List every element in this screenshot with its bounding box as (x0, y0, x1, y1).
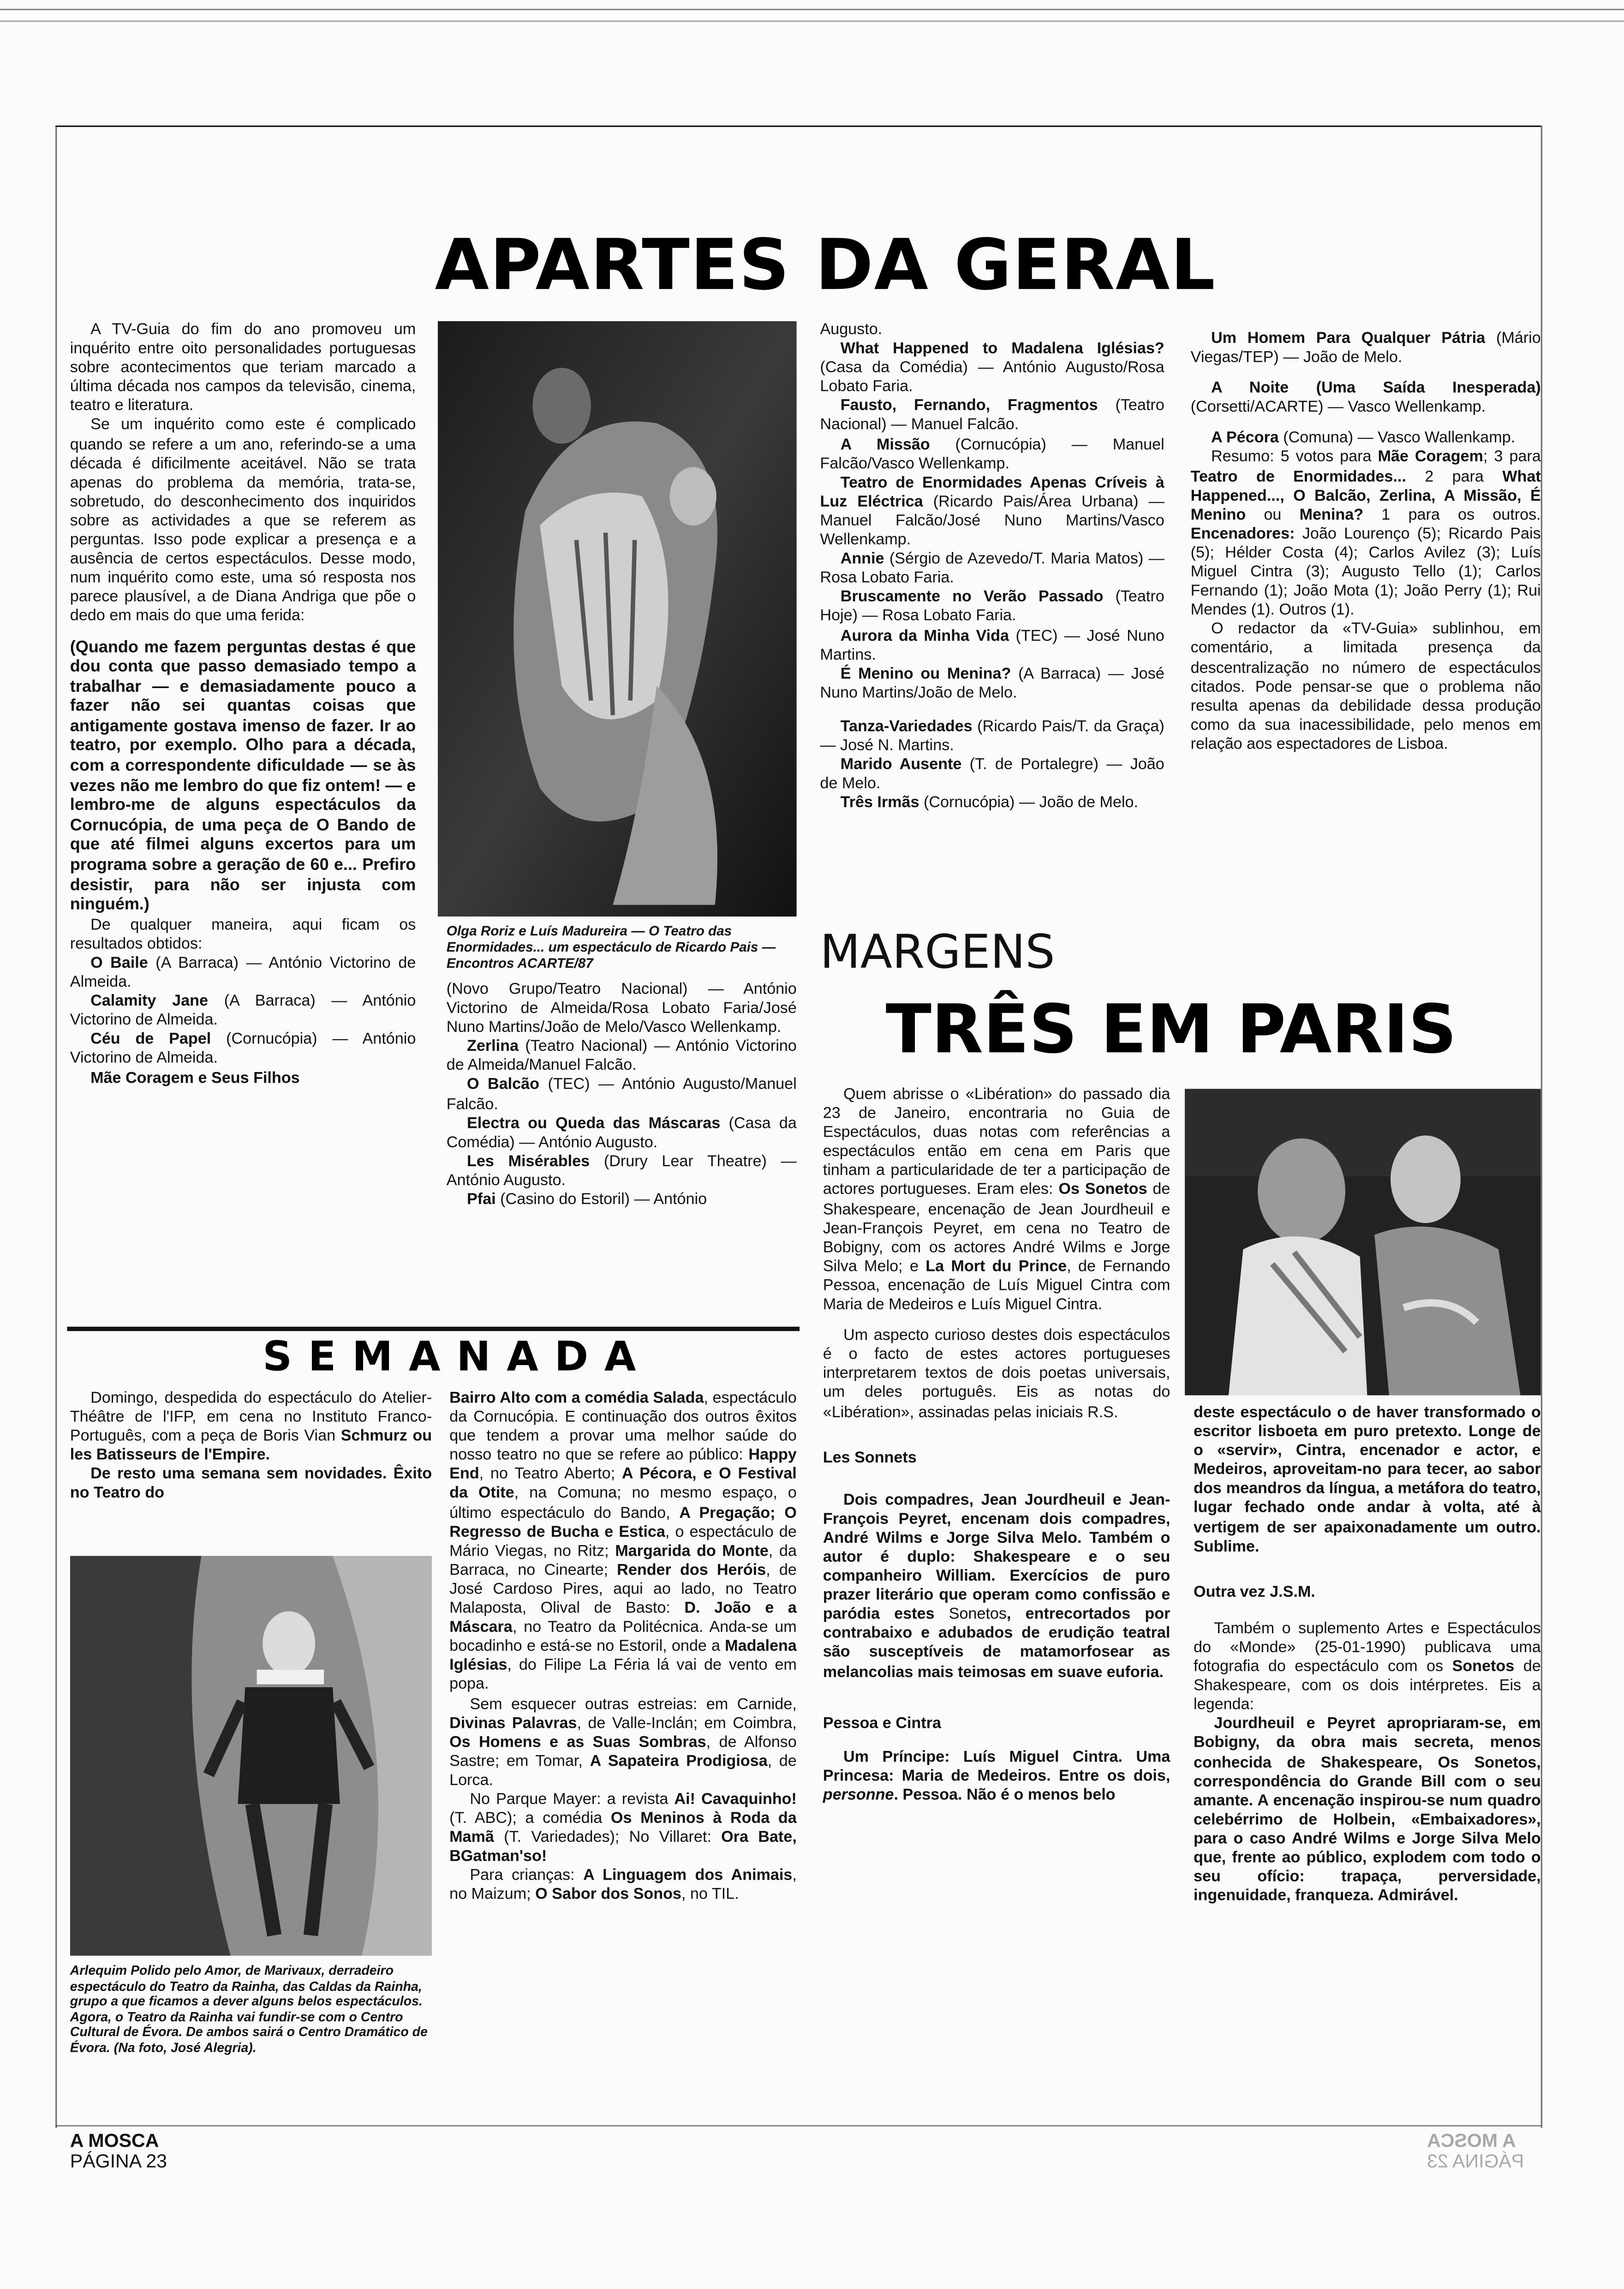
text: Também o suplemento Artes e Espectáculos do «Monde» (25-01-1990) publicava uma fotografia do espectáculo com os (1194, 1619, 1541, 1676)
text: , o espectáculo de Mário Viegas, no Ritz; (449, 1523, 797, 1560)
text: Sonetos (934, 1606, 1007, 1624)
text: , espectáculo da Cornucópia. E continuação dos outros êxitos que tendem a provar uma melhor saúde do nosso teatro no que se refere ao público: (449, 1389, 797, 1464)
margens-p6 (1194, 1620, 1541, 1715)
resumo-bold: What Happened..., O Balcão, Zerlina, A Missão, É Menino (1190, 467, 1541, 524)
col2-item-1 (447, 1038, 797, 1076)
resumo-text: Resumo: 5 votos para (1211, 449, 1378, 467)
item-title: Três Irmãs (840, 794, 919, 812)
resumo-bold: Encenadores: (1190, 525, 1295, 543)
margens-intro (823, 1086, 1170, 1315)
bold: Ai! Cavaquinho! (674, 1791, 797, 1809)
item-text: (Mário Viegas/TEP) — João de Melo. (1190, 330, 1541, 367)
text: , na Comuna; no mesmo espaço, o último espectáculo do Bando, (449, 1485, 797, 1522)
bold: Margarida do Monte (615, 1542, 769, 1560)
semanada-p1 (70, 1390, 432, 1466)
bold: A Sapateira Prodigiosa (590, 1752, 768, 1770)
item-title: É Menino ou Menina? (840, 665, 1011, 683)
text: , no Teatro Aberto; (479, 1466, 622, 1484)
theatre-photo-3 (70, 1556, 432, 1956)
bold: Schmurz ou les Batisseurs de l'Empire. (70, 1427, 432, 1464)
item-title: Annie (840, 550, 884, 568)
results-column-4 (1191, 330, 1541, 755)
text: , de José Cardoso Pires, aqui ao lado, no Teatro Malaposta, Olival de Basto: (449, 1561, 797, 1618)
item-title: What Happened to Madalena Iglésias? (840, 340, 1164, 358)
top-rule (0, 9, 1624, 10)
col2-item-3 (447, 1115, 797, 1153)
text: , no Maizum; (449, 1867, 797, 1904)
result-text: (A Barraca) — António Victorino de Almeida. (70, 954, 416, 991)
col2-item-5 (447, 1191, 797, 1210)
item-title: Zerlina (467, 1038, 519, 1056)
col2-item-2 (447, 1076, 797, 1115)
margens-p7: Jourdheuil e Peyret apropriaram-se, em Bobigny, da obra mais secreta, menos conhecida de Shakespeare, Os Sonetos, correspondência do Grande Bill com o seu amante. A encenação inspirou-se num quadro celebérrimo de Holbein, «Embaixadores», para o caso André Wilms e Jorge Silva Melo que, frente ao público, explodem com todo o seu ofício: trapaça, perversidade, ingenuidade, franqueza. Admirável. (1194, 1715, 1541, 1905)
bold: A Pregação; O Regresso de Bucha e Estica (449, 1504, 797, 1541)
col3-item (820, 551, 1164, 589)
frame-left (55, 126, 57, 2128)
resumo-bold: Teatro de Enormidades... (1190, 467, 1406, 485)
frame-top (55, 126, 1541, 127)
italic: personne (823, 1786, 894, 1804)
text: (T. Variedades); No Villaret: (494, 1829, 722, 1847)
item-title: A Missão (840, 436, 930, 454)
item-text: (Casa da Comédia) — António Augusto. (446, 1115, 797, 1151)
intro-quote: (Quando me fazem perguntas destas é que dou conta que passo demasiado tempo a trabalhar — e demasiadamente pouco a fazer não sei quantas coisas que antigamente gostava imenso de fazer. Ir ao teatro, por exemplo. Olho para a década, com a correspondente dificuldade — se às vezes não me lembro do que fiz ontem! — e lembro-me de alguns espectáculos da Cornucópia, de uma peça de O Bando de que até filmei alguns excertos para um programa sobre a geração de 60 e... Prefiro desistir, para não ser injusta com ninguém.) (70, 638, 416, 914)
margens-p5: deste espectáculo o de haver transformado o escritor lisboeta em puro pretexto. Longe de o «servir», Cintra, encenador e actor, e Medeiros, aproveitam-no para tecer, ao sabor dos meandros da língua, a metáfora do teatro, lugar fechado onde andar à volta, até à vertigem de ser apaixonadamente um outro. Sublime. (1194, 1404, 1541, 1556)
text: , da Barraca, no Cinearte; (449, 1542, 797, 1579)
bold: , entrecortados por contrabaixo e adubados de erudição teatral são susceptíveis de matamorfosear as melancolias mais teimosas em suave euforia. (823, 1606, 1170, 1681)
text: de Shakespeare, encenação de Jean Jourdheuil e Jean-François Peyret, em cena no Teatro de Bobigny, com os actores André Wilms e Jorge Silva Melo; e (823, 1181, 1170, 1276)
item-title: Electra ou Queda das Máscaras (467, 1115, 721, 1133)
result-3 (70, 1031, 416, 1069)
photo-1-caption: Olga Roriz e Luís Madureira — O Teatro das Enormidades... um espectáculo de Ricardo Pais — Encontros ACARTE/87 (446, 922, 776, 971)
text: (T. ABC); a comédia (449, 1810, 611, 1828)
footer-publication: A MOSCA (70, 2129, 159, 2151)
col4-item (1191, 330, 1541, 368)
text: Domingo, despedida do espectáculo do Atelier-Théâtre de l'IFP, em cena no Instituto Franco-Português, com a peça de Boris Vian (70, 1389, 432, 1445)
semanada-column-2 (449, 1390, 797, 1906)
margens-p2: Um aspecto curioso destes dois espectáculos é o facto de estes actores portugueses interpretarem textos de dois poetas universais, um deles português. Eis as notas do «Libération», assinadas pelas iniciais R.S. (823, 1327, 1170, 1421)
resumo-text: ; 3 para (1483, 449, 1541, 467)
resumo-text: 1 para os outros. (1363, 506, 1541, 524)
col3-item (820, 756, 1164, 794)
article-title: TRÊS EM PARIS (885, 989, 1457, 1069)
item-text: (Teatro Nacional) — António Victorino de Almeida/Manuel Falcão. (446, 1038, 797, 1075)
semanada-c2-p2 (449, 1695, 797, 1791)
result-title: Céu de Papel (90, 1031, 211, 1049)
bold: Madalena Iglésias (449, 1638, 797, 1675)
semanada-c2-p1 (449, 1390, 797, 1696)
semanada-p2: De resto uma semana sem novidades. Êxito no Teatro do (70, 1466, 432, 1503)
resumo-text: 2 para (1406, 467, 1503, 485)
item-title: Marido Ausente (840, 756, 962, 774)
bold: Happy End (449, 1447, 797, 1484)
section-kicker: MARGENS (820, 923, 1055, 980)
text: , de Lorca. (449, 1752, 797, 1789)
col4-closing: O redactor da «TV-Guia» sublinhou, em comentário, a limitada presença da descentralização no número de espectáculos citados. Pode pensar-se que o problema não resulta apenas da debilidade dessa produção como da sua inacessibilidade, pelo menos em relação aos espectadores de Lisboa. (1190, 621, 1541, 753)
footer-rule (55, 2125, 1541, 2127)
resumo (1191, 449, 1541, 621)
col3-item (820, 474, 1164, 551)
theatre-photo-2 (1185, 1089, 1541, 1395)
bold: Render dos Heróis (617, 1561, 766, 1579)
col2-item-4 (447, 1153, 797, 1191)
result-text: (A Barraca) — António Victorino de Almeida. (70, 993, 416, 1030)
resumo-bold: Mãe Coragem (1378, 449, 1483, 467)
bold: La Mort du Prince (925, 1258, 1067, 1276)
item-text: (Cornucópia) — Manuel Falcão/Vasco Wellenkamp. (820, 436, 1164, 473)
margens-column-1 (823, 1086, 1170, 1805)
col4-item (1191, 430, 1541, 449)
top-rule-2 (0, 20, 1624, 22)
subheading-outra-vez: Outra vez J.S.M. (1194, 1583, 1315, 1601)
item-text: (TEC) — José Nuno Martins. (820, 627, 1164, 664)
item-text: (Casino do Estoril) — António (496, 1191, 707, 1209)
text: , de Alfonso Sastre; em Tomar, (449, 1733, 797, 1770)
result-1 (70, 954, 416, 993)
text: No Parque Mayer: a revista (470, 1791, 675, 1809)
result-4 (70, 1069, 416, 1088)
item-title: Bruscamente no Verão Passado (840, 588, 1104, 606)
footer-bleed-publication: A MOSCA (1427, 2129, 1516, 2151)
item-text: (TEC) — António Augusto/Manuel Falcão. (446, 1076, 797, 1113)
result-2 (70, 993, 416, 1031)
col3-item (820, 436, 1164, 474)
item-text: (Drury Lear Theatre) — António Augusto. (446, 1152, 797, 1190)
item-text: (Cornucópia) — João de Melo. (919, 794, 1139, 812)
item-text: (Corsetti/ACARTE) — Vasco Wellenkamp. (1190, 399, 1486, 417)
intro-after: De qualquer maneira, aqui ficam os resultados obtidos: (70, 916, 416, 953)
bold: Um Príncipe: Luís Miguel Cintra. Uma Princesa: Maria de Medeiros. Entre os dois, (823, 1748, 1170, 1785)
bold: Dois compadres, Jean Jourdheuil e Jean-François Peyret, encenam dois compadres, André Wilms e Jorge Silva Melo. Também o autor é duplo: Shakespeare e o seu companheiro William. Exercícios de puro prazer literário que operam como confissão e paródia estes (823, 1491, 1170, 1624)
item-text: (Teatro Hoje) — Rosa Lobato Faria. (820, 588, 1164, 625)
bold: Os Sonetos (1058, 1181, 1147, 1199)
item-title: Tanza-Variedades (840, 718, 973, 736)
item-text: (Comuna) — Vasco Wallenkamp. (1278, 429, 1516, 447)
margens-p4 (823, 1748, 1170, 1805)
semanada-rule (67, 1327, 800, 1331)
resumo-text: ou (1246, 506, 1300, 524)
col3-item (820, 627, 1164, 665)
bold: Os Homens e as Suas Sombras (449, 1733, 706, 1751)
bold: A Linguagem dos Animais (583, 1867, 793, 1885)
margens-column-2 (1194, 1404, 1541, 1906)
col3-item (820, 589, 1164, 627)
result-title: Mãe Coragem e Seus Filhos (90, 1069, 300, 1087)
text: , de Valle-Inclán; em Coimbra, (577, 1714, 797, 1732)
subheading-les-sonnets: Les Sonnets (823, 1449, 917, 1467)
text: , no Teatro da Politécnica. Anda-se um bocadinho e está-se no Estoril, onde a (449, 1618, 797, 1656)
footer-bleed-page: PÁGINA 23 (1427, 2150, 1524, 2172)
col4-item (1191, 380, 1541, 418)
item-text: (Sérgio de Azevedo/T. Maria Matos) — Rosa Lobato Faria. (820, 550, 1164, 587)
text: , de Fernando Pessoa, encenação de Luís Miguel Cintra com Maria de Medeiros e Luís Miguel Cintra. (823, 1258, 1170, 1314)
result-text: (Cornucópia) — António Victorino de Almeida. (70, 1031, 416, 1068)
text: , no TIL. (681, 1886, 739, 1904)
section-title-semanada: SEMANADA (263, 1332, 652, 1381)
text: Quem abrisse o «Libération» do passado dia 23 de Janeiro, encontraria no Guia de Espectáculos, duas notas com referências a espectáculos então em cena em Paris que tinham a particularidade de ter a participação de actores portugueses. Eram eles: (823, 1085, 1170, 1199)
col3-item (820, 397, 1164, 436)
col3-item (820, 794, 1164, 813)
results-column-3 (820, 321, 1164, 814)
bold: O Sabor dos Sonos (535, 1886, 681, 1904)
bold: . Pessoa. Não é o menos belo (894, 1786, 1116, 1804)
theatre-photo-1 (438, 321, 797, 917)
item-text: (Teatro Nacional) — Manuel Falcão. (820, 397, 1164, 434)
intro-paragraph-2: Se um inquérito como este é complicado quando se refere a um ano, referindo-se a uma década é dificilmente aceitável. Não se trata apenas do problema da memória, trata-se, sobretudo, do desconhecimento dos inquiridos sobre as actividades a que se referem as perguntas. Isso pode explicar a presença e a ausência de certos espectáculos. Desse modo, num inquérito como este, uma só resposta nos parece plausível, a de Diana Andriga que põe o dedo em mais do que uma ferida: (70, 416, 416, 625)
bold: A Pécora, e O Festival da Otite (449, 1466, 797, 1503)
results-column-2 (447, 981, 797, 1210)
item-title: Les Misérables (467, 1152, 590, 1170)
item-title: Teatro de Enormidades Apenas Críveis à Luz Eléctrica (820, 474, 1164, 511)
item-text: (A Barraca) — José Nuno Martins/João de Melo. (820, 665, 1164, 702)
item-title: Fausto, Fernando, Fragmentos (840, 397, 1098, 415)
item-text: (Ricardo Pais/T. da Graça) — José N. Martins. (820, 718, 1164, 755)
bold: Ora Bate, BGatman'so! (449, 1829, 797, 1866)
item-title: A Noite (Uma Saída Inesperada) (1211, 379, 1541, 397)
text: Para crianças: (470, 1867, 584, 1885)
semanada-c2-p4 (449, 1867, 797, 1906)
col2-continuation: (Novo Grupo/Teatro Nacional) — António Victorino de Almeida/Rosa Lobato Faria/José Nuno Martins/João de Melo/Vasco Wellenkamp. (446, 981, 797, 1037)
subheading-pessoa-cintra: Pessoa e Cintra (823, 1714, 941, 1732)
col3-item (820, 340, 1164, 397)
item-title: Pfai (467, 1191, 496, 1209)
footer-page-number: PÁGINA 23 (70, 2150, 167, 2172)
result-title: Calamity Jane (90, 993, 209, 1011)
col3-item (820, 718, 1164, 756)
page-title: APARTES DA GERAL (435, 225, 1216, 307)
text: , do Filipe La Féria lá vai de vento em popa. (449, 1657, 797, 1694)
item-title: A Pécora (1211, 429, 1279, 447)
bold: D. João e a Máscara (449, 1600, 797, 1636)
col3-item (820, 665, 1164, 703)
bold: Bairro Alto com a comédia Salada (449, 1389, 704, 1407)
item-title: Um Homem Para Qualquer Pátria (1211, 330, 1486, 348)
result-title: O Baile (90, 954, 148, 972)
item-text: (Casa da Comédia) — António Augusto/Rosa Lobato Faria. (820, 359, 1164, 396)
semanada-column-1 (70, 1390, 432, 1504)
item-text: (T. de Portalegre) — João de Melo. (820, 756, 1164, 793)
item-text: (Ricardo Pais/Área Urbana) — Manuel Falcão/José Nuno Martins/Vasco Wellenkamp. (820, 493, 1164, 549)
semanada-c2-p3 (449, 1791, 797, 1867)
bold: Sonetos (1452, 1658, 1515, 1676)
frame-right (1541, 126, 1542, 2128)
bold: Divinas Palavras (449, 1714, 577, 1732)
col3-start: Augusto. (820, 321, 883, 339)
intro-paragraph-1: A TV-Guia do fim do ano promoveu um inquérito entre oito personalidades portuguesas sobre acontecimentos que teriam marcado a última década nos campos da televisão, cinema, teatro e literatura. (70, 321, 416, 415)
intro-column (70, 321, 416, 1088)
resumo-text: João Lourenço (5); Ricardo Pais (5); Hélder Costa (4); Carlos Avilez (3); Luís Miguel Cintra (3); Augusto Tello (1); Carlos Fernando (1); João Mota (1); João Perry (1); Rui Mendes (1). Outros (1). (1190, 525, 1541, 619)
resumo-bold: Menina? (1299, 506, 1364, 524)
photo-3-caption: Arlequim Polido pelo Amor, de Marivaux, derradeiro espectáculo do Teatro da Rainha, das Caldas da Rainha, grupo a que ficamos a dever alguns belos espectáculos. Agora, o Teatro da Rainha vai fundir-se com o Centro Cultural de Évora. De ambos sairá o Centro Dramático de Évora. (Na foto, José Alegria). (70, 1963, 428, 2055)
text: Sem esquecer outras estreias: em Carnide, (470, 1695, 797, 1713)
item-title: O Balcão (467, 1076, 540, 1094)
bold: Os Meninos à Roda da Mamã (449, 1810, 797, 1847)
margens-p3 (823, 1491, 1170, 1682)
item-title: Aurora da Minha Vida (840, 627, 1009, 645)
text: de Shakespeare, com os dois intérpretes. Eis a legenda: (1194, 1658, 1541, 1714)
